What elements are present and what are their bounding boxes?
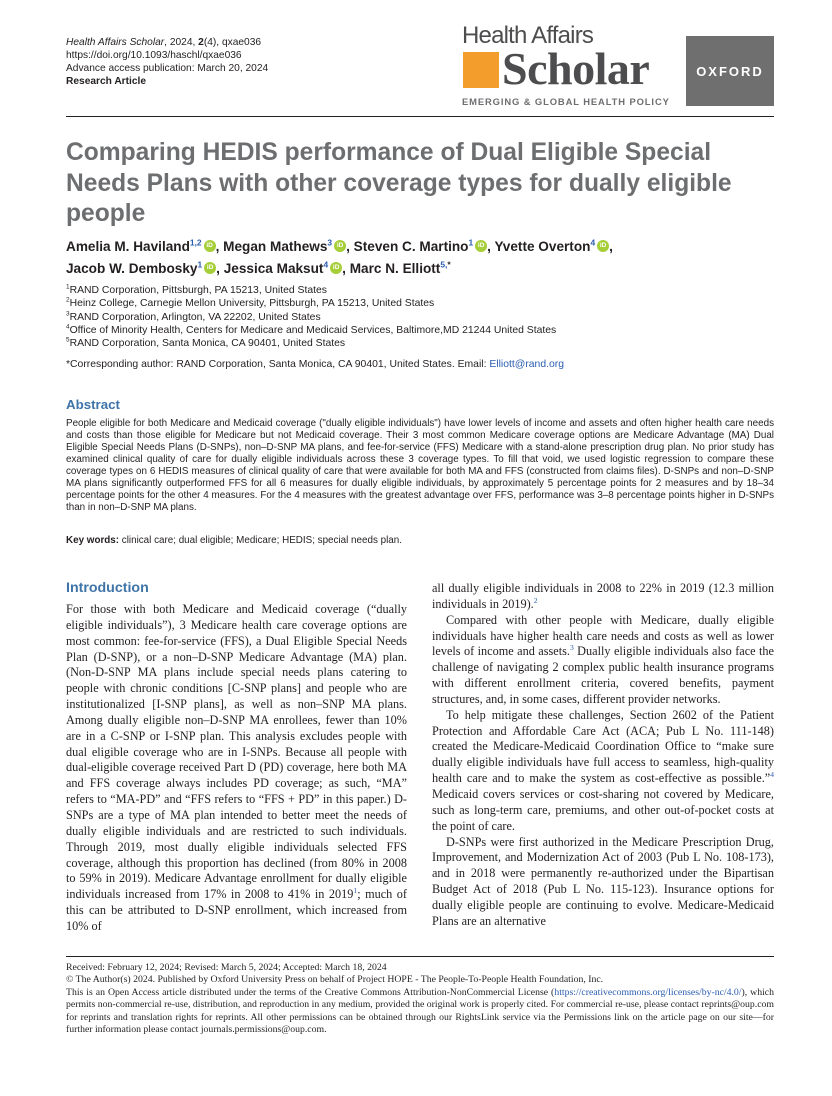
body-column-right — [432, 581, 774, 930]
header-divider — [66, 116, 774, 117]
affiliation: $^5$RAND Corporation, Santa Monica, CA 90401, United States — [66, 336, 346, 350]
author[interactable]: Jessica Maksut$^4$iD — [224, 261, 342, 276]
reference-link[interactable]: 3 — [569, 643, 574, 653]
author[interactable]: Jacob W. Dembosky$^1$iD — [66, 261, 216, 276]
corresponding-author: *Corresponding author: RAND Corporation, Santa Monica, CA 90401, United States. Email: Elliott@rand.org — [66, 359, 565, 370]
article-footer — [66, 962, 774, 1036]
citation-line: Health Affairs Scholar, 2024, 2(4), qxae036 — [66, 37, 262, 48]
author[interactable]: Steven C. Martino$^1$iD — [354, 239, 488, 254]
paragraph: Compared with other people with Medicare, dually eligible individuals have higher health care needs and costs as well as lower levels of income and assets.$^3$ Dually eligible individuals also face the challenge of navigating 2 complex public health insurance programs with different enrollment criteria, covered benefits, payment structures, and, in some cases, different provider networks. — [432, 612, 774, 706]
author[interactable]: Amelia M. Haviland$^{1,2}$iD — [66, 239, 216, 254]
doi-link[interactable]: https://doi.org/10.1093/haschl/qxae036 — [66, 50, 242, 61]
affiliation: $^2$Heinz College, Carnegie Mellon University, Pittsburgh, PA 15213, United States — [66, 296, 435, 310]
orcid-icon[interactable] — [330, 262, 342, 274]
corresponding-mark: * — [447, 258, 451, 269]
logo-scholar: Scholar — [502, 43, 650, 94]
footer-divider — [66, 956, 774, 957]
license: This is an Open Access article distributed under the terms of the Creative Commons Attribution-NonCommercial License (https://creativecommons.org/licenses/by-nc/4.0/), which permits non-commercial re-use, distribution, and reproduction in any medium, provided the original work is properly cited. For commercial re-use, please contact reprints@oup.com for reprints and translation rights for reprints. All other permissions can be obtained through our RightsLink service via the Permissions link on the article page on our site—for further information please contact journals.permissions@oup.com. — [66, 986, 774, 1036]
license-link[interactable]: https://creativecommons.org/licenses/by-nc/4.0/ — [554, 986, 742, 998]
logo-square-icon — [463, 52, 499, 88]
journal-logo[interactable] — [462, 24, 670, 110]
email-link[interactable]: Elliott@rand.org — [489, 359, 565, 370]
logo-tagline: EMERGING & GLOBAL HEALTH POLICY — [462, 96, 670, 107]
reference-link[interactable]: 1 — [353, 886, 358, 896]
orcid-icon[interactable] — [597, 240, 609, 252]
keywords: Key words: clinical care; dual eligible; Medicare; HEDIS; special needs plan. — [66, 535, 402, 546]
author[interactable]: Yvette Overton$^4$iD — [494, 239, 609, 254]
introduction-heading: Introduction — [66, 580, 149, 596]
abstract-heading: Abstract — [66, 397, 120, 412]
abstract-text: People eligible for both Medicare and Medicaid coverage ("dually eligible individuals") have lower levels of income and assets and often higher health care needs and costs than those eligible for Medicare but not Medicaid coverage. Their 3 most common Medicare coverage options are Medicare Advantage (MA) Dual Eligible Special Needs Plans (D-SNPs), non–D-SNP MA plans, and fee-for-service (FFS) Medicare with a stand-alone prescription drug plan. No prior study has examined clinical quality of care for dually eligible individuals across these 3 coverage types. To fill that void, we used logistic regression to compare these coverage types on 6 HEDIS measures of clinical quality of care that were available for both MA and FFS (constructed from claims files). D-SNPs and non–D-SNP MA plans significantly outperformed FFS for all 6 measures for dually eligible individuals, by approximately 5 percentage points for 2 measures and by 18–34 percentage points for the other 4 measures. For the 4 measures with the greatest advantage over FFS, performance was 3–8 percentage points higher in D-SNPs than in non–D-SNP MA plans. — [66, 418, 774, 513]
orcid-icon[interactable] — [334, 240, 346, 252]
affiliation: $^4$Office of Minority Health, Centers for Medicare and Medicaid Services, Baltimore,MD 21244 United States — [66, 323, 557, 336]
article-title: Comparing HEDIS performance of Dual Eligible Special Needs Plans with other coverage types for dually eligible people — [66, 139, 732, 227]
author-list: Amelia M. Haviland$^{1,2}$iD , Megan Mathews$^3$iD , Steven C. Martino$^1$iD , Yvette Overton$^4$iD , Jacob W. Dembosky$^1$iD , Jessica Maksut$^4$iD , Marc N. Elliott$^{5,*}$ — [66, 236, 774, 279]
affiliation: $^3$RAND Corporation, Arlington, VA 22202, United States — [66, 310, 321, 323]
orcid-icon[interactable] — [204, 240, 216, 252]
orcid-icon[interactable] — [475, 240, 487, 252]
advance-access: Advance access publication: March 20, 2024 — [66, 63, 269, 74]
author[interactable]: Megan Mathews$^3$iD — [223, 239, 346, 254]
body-column-left — [66, 602, 407, 935]
orcid-icon[interactable] — [204, 262, 216, 274]
affiliation: $^1$RAND Corporation, Pittsburgh, PA 15213, United States — [66, 283, 327, 296]
author[interactable]: Marc N. Elliott$^{5,*}$ — [349, 258, 451, 276]
affiliations — [66, 284, 774, 350]
reference-link[interactable]: 4 — [770, 770, 774, 780]
article-meta — [66, 36, 268, 88]
reference-link[interactable]: 2 — [533, 595, 538, 605]
journal-name: Health Affairs Scholar — [66, 37, 165, 48]
publisher-logo[interactable]: OXFORD — [686, 36, 774, 106]
paragraph: D-SNPs were first authorized in the Medicare Prescription Drug, Improvement, and Modernization Act of 2003 (Pub L No. 108-173), and in 2018 were permanently re-authorized under the Bipartisan Budget Act of 2018 (Pub L No. 115-123). Insurance options for dually eligible people are continuing to evolve. Medicare-Medicaid Plans are an alternative — [432, 834, 774, 928]
copyright: © The Author(s) 2024. Published by Oxford University Press on behalf of Project HOPE - The People-To-People Health Foundation, Inc. — [66, 974, 604, 986]
article-type: Research Article — [66, 76, 147, 87]
paragraph: For those with both Medicare and Medicaid coverage (“dually eligible individuals”), 3 Medicare health care coverage options are most common: fee-for-service (FFS), a Dual Eligible Special Needs Plan (D-SNP), or a non–D-SNP Medicare Advantage (MA) plan. (Non-D-SNP MA plans include special needs plans catering to people with chronic conditions [C-SNP plans] and people who are institutionalized [I-SNP plans], as well as non–SNP MA plans. Among dually eligible non–D-SNP MA enrollees, fewer than 10% are in a C-SNP or I-SNP plan. This analysis excludes people with dual eligible coverage who are in I-SNPs. Because all people with dual-eligible coverage received Part D (PD) coverage, here both MA and FFS coverage always includes PD coverage; as such, “MA” refers to “MA-PD” and “FFS refers to “FFS + PD” in this paper.) D-SNPs are a type of MA plan intended to better meet the needs of dually eligible individuals and are restricted to such individuals. Through 2019, most dually eligible individuals selected FFS coverage, although this proportion has declined (from 80% in 2008 to 59% in 2019). Medicare Advantage enrollment for dually eligible individuals increased from 17% in 2008 to 41% in 2019$^1$; much of this can be attributed to D-SNP enrollment, which increased from 10% of — [66, 602, 408, 933]
paragraph: To help mitigate these challenges, Section 2602 of the Patient Protection and Affordable Care Act (ACA; Pub L No. 111-148) created the Medicare-Medicaid Coordination Office to “make sure dually eligible individuals have full access to seamless, high-quality health care and to make the system as cost-effective as possible.”$^4$ Medicaid covers services or cost-sharing not covered by Medicare, such as long-term care, premiums, and other out-of-pocket costs at the point of care. — [432, 707, 774, 833]
dates: Received: February 12, 2024; Revised: March 5, 2024; Accepted: March 18, 2024 — [66, 962, 387, 973]
paragraph: all dually eligible individuals in 2008 to 22% in 2019 (12.3 million individuals in 2019).$^2$ — [432, 581, 774, 611]
logo-health-affairs: Health Affairs — [462, 22, 594, 49]
keywords-label: Key words: — [66, 535, 120, 546]
